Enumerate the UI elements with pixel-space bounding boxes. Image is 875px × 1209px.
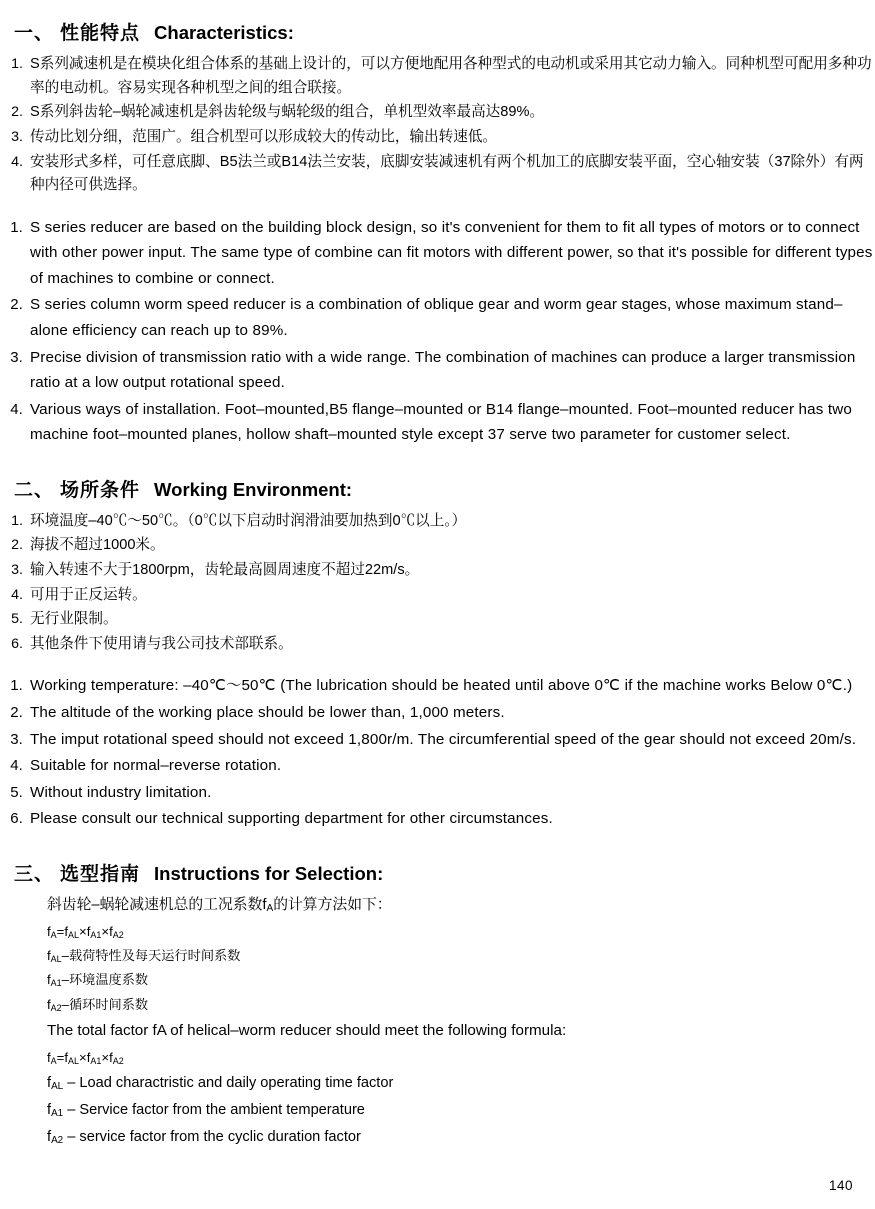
- list-item-text: The imput rotational speed should not exceed 1,800r/m. The circumferential speed of the gear should not exceed 20m/s.: [30, 730, 857, 748]
- list-item: [0, 700, 875, 726]
- selection-english-intro: The total factor fA of helical–worm reducer should meet the following formula:: [47, 1021, 567, 1039]
- def-symbol-sub: A1: [50, 978, 62, 989]
- formula-term1-sub: AL: [68, 929, 80, 940]
- list-item-text: 无行业限制。: [30, 611, 118, 628]
- list-item-text: Working temperature: –40℃～50℃ (The lubrication should be heated until above 0℃ if the machine works Below 0℃.): [30, 677, 853, 695]
- list-marker: 5.: [10, 783, 23, 801]
- list-item-text: S系列斜齿轮–蜗轮减速机是斜齿轮级与蜗轮级的组合，单机型效率最高达89%。: [30, 104, 545, 121]
- formula-mul2: ×f: [101, 1049, 113, 1065]
- def-symbol-sub: A2: [51, 1135, 64, 1147]
- def-symbol: f: [47, 972, 51, 988]
- selection-formula-english: [47, 1047, 857, 1068]
- selection-def-cn-2: [47, 969, 857, 990]
- list-marker: 3.: [10, 348, 23, 366]
- list-marker: 2.: [10, 704, 23, 721]
- list-marker: 4.: [11, 153, 23, 170]
- list-item: [0, 53, 875, 100]
- list-item: [0, 559, 875, 583]
- def-symbol: f: [47, 996, 51, 1012]
- list-marker: 2.: [11, 537, 23, 554]
- section-2-number: 二、: [14, 479, 55, 501]
- formula-term2-sub: A1: [90, 1055, 102, 1066]
- formula-eq: =f: [56, 1049, 69, 1065]
- selection-formula-chinese: [47, 921, 857, 942]
- list-item: [0, 101, 875, 125]
- list-item: [0, 292, 875, 343]
- list-marker: 4.: [11, 586, 23, 603]
- list-item: [0, 608, 875, 632]
- formula-mul1: ×f: [79, 1049, 91, 1065]
- list-item: [0, 584, 875, 608]
- selection-chinese-intro: [47, 894, 857, 918]
- list-item: [0, 345, 875, 396]
- formula-lhs-sub: A: [50, 929, 57, 940]
- list-item: [0, 727, 875, 753]
- section-2-english-list: [0, 673, 875, 831]
- def-symbol: f: [47, 1102, 52, 1119]
- formula-eq: =f: [56, 923, 69, 939]
- list-marker: 6.: [11, 635, 23, 652]
- list-marker: 2.: [11, 104, 23, 121]
- selection-intro-sub: A: [266, 902, 274, 914]
- list-marker: 5.: [11, 611, 23, 628]
- def-text: –循环时间系数: [61, 996, 149, 1012]
- list-item: [0, 780, 875, 806]
- list-item-text: 安装形式多样，可任意底脚、B5法兰或B14法兰安装，底脚安装减速机有两个机加工的底脚安装平面，空心轴安装（37除外）有两种内径可供选择。: [30, 153, 864, 194]
- formula-mul1: ×f: [79, 923, 91, 939]
- list-marker: 1.: [10, 677, 23, 695]
- section-3-heading: [0, 859, 875, 886]
- list-item-text: Without industry limitation.: [30, 783, 212, 801]
- section-3-title-en: Instructions for Selection:: [154, 862, 384, 884]
- section-2-heading: [0, 475, 875, 502]
- list-item: [0, 806, 875, 832]
- selection-def-en-3: [47, 1125, 857, 1150]
- def-symbol-sub: A1: [51, 1108, 64, 1120]
- selection-def-en-1: [47, 1071, 857, 1096]
- list-item: [0, 510, 875, 534]
- list-item-text: Precise division of transmission ratio with a wide range. The combination of machines can produce a larger transmission ratio at a low output rotational speed.: [30, 348, 856, 392]
- list-item: [0, 753, 875, 779]
- section-1-chinese-list: [0, 53, 875, 198]
- section-2-chinese-list: [0, 510, 875, 657]
- def-text: – Service factor from the ambient temperature: [63, 1102, 365, 1119]
- formula-lhs: f: [47, 1049, 51, 1065]
- def-symbol: f: [47, 947, 51, 963]
- section-characteristics: [0, 18, 875, 448]
- section-1-english-list: [0, 215, 875, 448]
- selection-def-en-2: [47, 1098, 857, 1123]
- document-page: [0, 18, 875, 1209]
- list-marker: 2.: [10, 296, 23, 314]
- def-symbol-sub: AL: [51, 1081, 64, 1093]
- formula-term1-sub: AL: [68, 1055, 80, 1066]
- section-working-environment: [0, 475, 875, 832]
- def-symbol-sub: A2: [50, 1002, 62, 1013]
- formula-mul2: ×f: [101, 923, 113, 939]
- formula-term3-sub: A2: [112, 1055, 124, 1066]
- list-marker: 1.: [11, 56, 23, 72]
- section-1-number: 一、: [14, 23, 55, 44]
- def-text: – service factor from the cyclic duration factor: [63, 1129, 361, 1146]
- list-item: [0, 397, 875, 448]
- list-marker: 1.: [10, 218, 23, 236]
- list-item-text: Various ways of installation. Foot–mounted,B5 flange–mounted or B14 flange–mounted. Foot–mounted reducer has two machine foot–mounted planes, hollow shaft–mounted style except 37 serve two parameter for customer select.: [30, 400, 852, 444]
- list-item-text: S series column worm speed reducer is a combination of oblique gear and worm gear stages, whose maximum stand–alone efficiency can reach up to 89%.: [30, 296, 843, 339]
- list-item-text: 环境温度–40℃～50℃。（0℃以下启动时润滑油要加热到0℃以上。）: [30, 512, 467, 529]
- page-number: 140: [828, 1178, 853, 1193]
- section-2-title-cn: 场所条件: [60, 479, 141, 501]
- section-2-title-en: Working Environment:: [154, 478, 353, 500]
- formula-lhs-sub: A: [50, 1055, 57, 1066]
- list-marker: 1.: [11, 512, 23, 529]
- def-text: –载荷特性及每天运行时间系数: [61, 947, 241, 963]
- list-item-text: The altitude of the working place should be lower than, 1,000 meters.: [30, 704, 505, 721]
- def-text: –环境温度系数: [61, 972, 149, 988]
- list-item: [0, 673, 875, 699]
- def-symbol: f: [47, 1129, 52, 1146]
- list-marker: 6.: [10, 810, 23, 828]
- selection-intro-text-a: 斜齿轮–蜗轮减速机总的工况系数f: [47, 896, 267, 913]
- list-item-text: 海拔不超过1000米。: [30, 537, 165, 554]
- list-item-text: S series reducer are based on the building block design, so it's convenient for them to fit all types of motors or to connect with other power input. The same type of combine can fit motors with different power, so that it's possible for different types of machines to combine or connect.: [30, 218, 873, 287]
- section-3-number: 三、: [14, 863, 55, 885]
- list-marker: 3.: [10, 730, 23, 748]
- list-item: [0, 534, 875, 558]
- selection-intro-text-b: 的计算方法如下：: [273, 896, 392, 913]
- list-item: [0, 126, 875, 150]
- list-item-text: Suitable for normal–reverse rotation.: [30, 757, 282, 775]
- list-item-text: 传动比划分细，范围广。组合机型可以形成较大的传动比，输出转速低。: [30, 128, 498, 145]
- def-text: – Load charactristic and daily operating time factor: [63, 1075, 394, 1092]
- list-marker: 3.: [11, 128, 23, 145]
- formula-term3-sub: A2: [112, 929, 124, 940]
- list-marker: 3.: [11, 561, 23, 578]
- list-item-text: 输入转速不大于1800rpm，齿轮最高圆周速度不超过22m/s。: [30, 561, 420, 578]
- selection-def-cn-1: [47, 945, 857, 966]
- list-marker: 4.: [10, 757, 23, 775]
- list-item: [0, 633, 875, 657]
- list-item-text: 可用于正反运转。: [30, 586, 147, 603]
- list-item-text: S系列减速机是在模块化组合体系的基础上设计的，可以方便地配用各种型式的电动机或采用其它动力输入。同种机型可配用多种功率的电动机。容易实现各种机型之间的组合联接。: [30, 56, 872, 96]
- section-3-title-cn: 选型指南: [60, 863, 141, 885]
- section-1-title-en: Characteristics:: [154, 22, 294, 43]
- selection-body: [47, 894, 857, 1150]
- list-item-text: Please consult our technical supporting department for other circumstances.: [30, 810, 553, 828]
- list-item: [0, 215, 875, 292]
- list-item: [0, 151, 875, 198]
- section-1-heading: [0, 18, 875, 45]
- selection-def-cn-3: [47, 994, 857, 1015]
- formula-lhs: f: [47, 923, 51, 939]
- list-marker: 4.: [10, 400, 23, 418]
- section-1-title-cn: 性能特点: [60, 23, 141, 44]
- section-instructions-for-selection: [0, 859, 875, 1150]
- formula-term2-sub: A1: [90, 929, 102, 940]
- def-symbol: f: [47, 1075, 52, 1092]
- def-symbol-sub: AL: [50, 953, 62, 964]
- list-item-text: 其他条件下使用请与我公司技术部联系。: [30, 635, 293, 652]
